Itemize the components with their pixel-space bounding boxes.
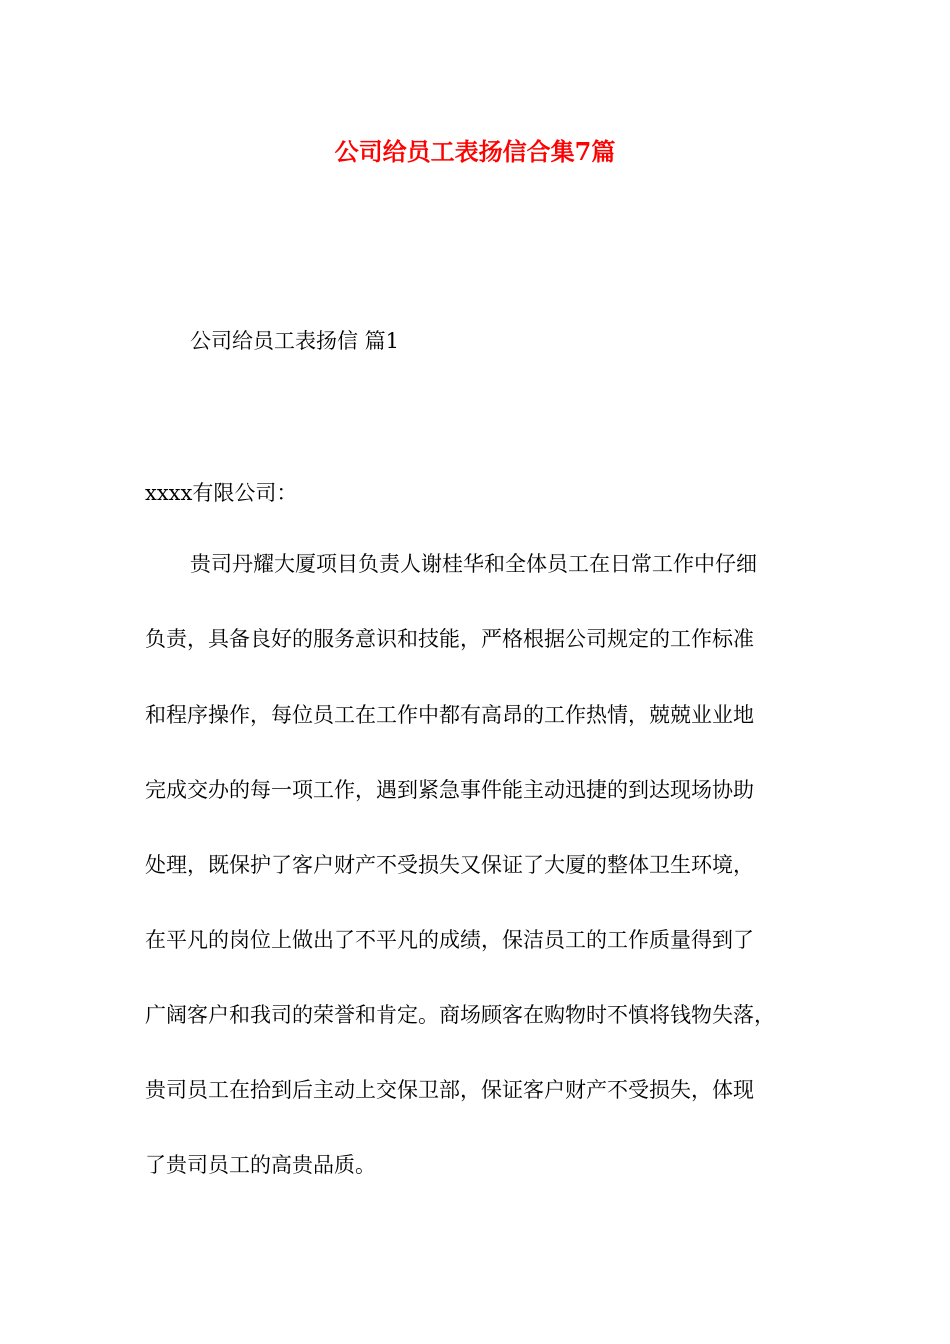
body-line: 处理，既保护了客户财产不受损失又保证了大厦的整体卫生环境，	[145, 853, 754, 877]
body-line: 和程序操作，每位员工在工作中都有高昂的工作热情，兢兢业业地	[145, 703, 754, 727]
body-line: 广阔客户和我司的荣誉和肯定。商场顾客在购物时不慎将钱物失落，	[145, 1003, 775, 1027]
salutation: xxxx有限公司：	[145, 481, 298, 505]
body-line: 贵司丹耀大厦项目负责人谢桂华和全体员工在日常工作中仔细	[190, 552, 757, 576]
section-heading: 公司给员工表扬信 篇1	[190, 329, 400, 353]
body-line: 负责，具备良好的服务意识和技能，严格根据公司规定的工作标准	[145, 627, 754, 651]
document-title: 公司给员工表扬信合集7篇	[334, 137, 616, 166]
body-line: 贵司员工在拾到后主动上交保卫部，保证客户财产不受损失，体现	[145, 1078, 754, 1102]
body-line: 在平凡的岗位上做出了不平凡的成绩，保洁员工的工作质量得到了	[145, 928, 754, 952]
body-line: 完成交办的每一项工作，遇到紧急事件能主动迅捷的到达现场协助	[145, 778, 754, 802]
body-line: 了贵司员工的高贵品质。	[145, 1153, 376, 1177]
